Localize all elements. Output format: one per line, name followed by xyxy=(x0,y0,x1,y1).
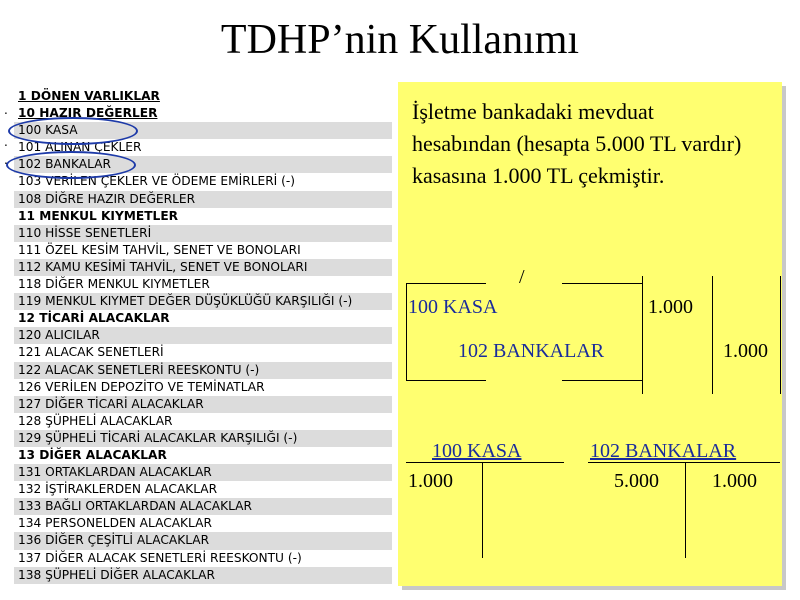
example-panel xyxy=(398,82,782,586)
list-item: 11 MENKUL KIYMETLER xyxy=(18,208,179,223)
journal-rule xyxy=(712,276,713,394)
journal-rule xyxy=(562,380,642,381)
list-item: 10 HAZIR DEĞERLER xyxy=(18,106,158,121)
list-item: 118 DİĞER MENKUL KIYMETLER xyxy=(18,277,210,292)
journal-rule xyxy=(406,380,486,381)
list-item: 102 BANKALAR xyxy=(14,156,392,173)
list-item: 119 MENKUL KIYMET DEĞER DÜŞÜKLÜĞÜ KARŞILIĞI (-) xyxy=(14,293,392,310)
t-account-kasa-debit: 1.000 xyxy=(408,470,453,492)
transaction-description: İşletme bankadaki mevduat hesabından (hesapta 5.000 TL vardır) kasasına 1.000 TL çekmiştir. xyxy=(412,99,742,188)
t-account-title-bankalar: 102 BANKALAR xyxy=(590,440,737,462)
t-account-rule xyxy=(588,462,780,463)
list-item: 133 BAĞLI ORTAKLARDAN ALACAKLAR xyxy=(14,498,392,515)
list-item: 120 ALICILAR xyxy=(14,327,392,344)
t-account-bankalar-debit: 5.000 xyxy=(614,470,659,492)
journal-rule xyxy=(780,276,781,394)
list-item: 1 DÖNEN VARLIKLAR xyxy=(18,89,160,103)
list-item: 126 VERİLEN DEPOZİTO VE TEMİNATLAR xyxy=(18,379,265,394)
list-item: 137 DİĞER ALACAK SENETLERİ REESKONTU (-) xyxy=(18,550,302,565)
bullet-mark: . xyxy=(4,103,8,117)
list-item: 132 İŞTİRAKLERDEN ALACAKLAR xyxy=(18,482,218,497)
journal-debit-account: 100 KASA xyxy=(408,296,498,318)
journal-debit-amount: 1.000 xyxy=(648,296,693,318)
list-item: 138 ŞÜPHELİ DİĞER ALACAKLAR xyxy=(14,567,392,584)
journal-rule xyxy=(562,283,642,284)
journal-credit-amount: 1.000 xyxy=(723,340,768,362)
list-item: 111 ÖZEL KESİM TAHVİL, SENET VE BONOLARI xyxy=(18,242,301,257)
list-item: 127 DİĞER TİCARİ ALACAKLAR xyxy=(14,396,392,413)
journal-rule xyxy=(406,283,486,284)
list-item: 100 KASA xyxy=(14,122,392,139)
list-item: 112 KAMU KESİMİ TAHVİL, SENET VE BONOLARI xyxy=(14,259,392,276)
list-item: 129 ŞÜPHELİ TİCARİ ALACAKLAR KARŞILIĞI (-) xyxy=(14,430,392,447)
journal-rule xyxy=(642,276,643,394)
list-item: 121 ALACAK SENETLERİ xyxy=(18,345,164,360)
bullet-mark: . xyxy=(4,135,8,149)
highlight-oval-kasa xyxy=(8,117,138,145)
list-item: 131 ORTAKLARDAN ALACAKLAR xyxy=(14,464,392,481)
list-item: 128 ŞÜPHELİ ALACAKLAR xyxy=(18,413,173,428)
list-item: 122 ALACAK SENETLERİ REESKONTU (-) xyxy=(14,362,392,379)
t-account-rule xyxy=(482,462,483,558)
list-item: 103 VERİLEN ÇEKLER VE ÖDEME EMİRLERİ (-) xyxy=(18,174,296,189)
t-account-title-kasa: 100 KASA xyxy=(432,440,522,462)
list-item: 134 PERSONELDEN ALACAKLAR xyxy=(18,516,212,531)
journal-date-slash: / xyxy=(519,266,525,288)
journal-rule xyxy=(406,284,407,380)
page-title: TDHP’nin Kullanımı xyxy=(220,17,580,63)
list-item: 13 DİĞER ALACAKLAR xyxy=(18,447,167,462)
t-account-rule xyxy=(406,462,564,463)
list-item: 110 HİSSE SENETLERİ xyxy=(14,225,392,242)
t-account-rule xyxy=(685,462,686,558)
highlight-oval-bankalar xyxy=(6,151,136,179)
journal-credit-account: 102 BANKALAR xyxy=(458,340,605,362)
list-item: 108 DİĞRE HAZIR DEĞERLER xyxy=(14,191,392,208)
list-item: 12 TİCARİ ALACAKLAR xyxy=(18,311,170,326)
list-item: 101 ALINAN ÇEKLER xyxy=(18,140,142,155)
t-account-bankalar-credit: 1.000 xyxy=(712,470,757,492)
list-item: 136 DİĞER ÇEŞİTLİ ALACAKLAR xyxy=(14,532,392,549)
bullet-mark: . xyxy=(4,153,8,167)
